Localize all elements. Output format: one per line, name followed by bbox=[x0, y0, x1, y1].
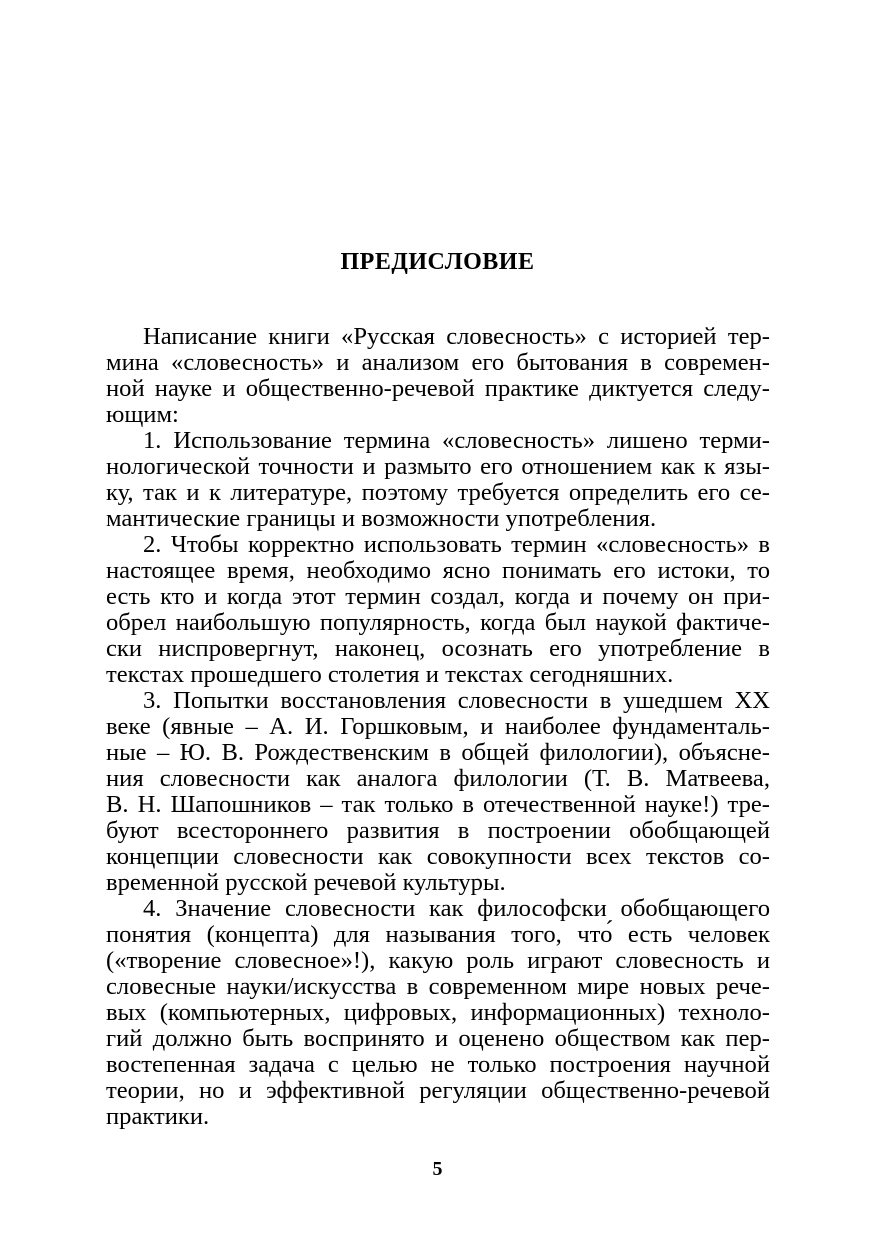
text-line: В. Н. Шапошников – так только в отечественной науке!) тре- bbox=[106, 791, 770, 818]
text-line: 3. Попытки восстановления словесности в ушедшем XX bbox=[143, 687, 770, 714]
text-line: веке (явные – А. И. Горшковым, и наиболее фундаменталь- bbox=[106, 713, 770, 740]
text-line: 4. Значение словесности как философски обобщающего bbox=[143, 895, 770, 922]
text-line: настоящее время, необходимо ясно понимать его истоки, то bbox=[106, 557, 770, 584]
text-line: мина «словесность» и анализом его бытования в современ- bbox=[106, 349, 770, 376]
paragraph-point-2 bbox=[106, 532, 770, 688]
text-line: 2. Чтобы корректно использовать термин «словесность» в bbox=[143, 531, 770, 558]
text-line: («творение словесное»!), какую роль играют словесность и bbox=[106, 947, 770, 974]
text-line: нологической точности и размыто его отношением как к язы- bbox=[106, 453, 770, 480]
paragraph-point-3 bbox=[106, 688, 770, 896]
text-line: концепции словесности как совокупности всех текстов со- bbox=[106, 843, 770, 870]
text-line: временной русской речевой культуры. bbox=[106, 869, 506, 896]
text-line: ные – Ю. В. Рождественским в общей филологии), объясне- bbox=[106, 739, 770, 766]
text-line: понятия (концепта) для называния того, что́ есть человек bbox=[106, 921, 770, 948]
text-line: ющим: bbox=[106, 401, 179, 428]
text-line: ски ниспровергнут, наконец, осознать его употребление в bbox=[106, 635, 770, 662]
text-line: практики. bbox=[106, 1103, 210, 1130]
text-line: текстах прошедшего столетия и текстах сегодняшних. bbox=[106, 661, 674, 688]
paragraph-intro bbox=[106, 324, 770, 428]
paragraph-point-1 bbox=[106, 428, 770, 532]
text-line: мантические границы и возможности употребления. bbox=[106, 505, 657, 532]
page-title: ПРЕДИСЛОВИЕ bbox=[340, 249, 535, 275]
text-line: словесные науки/искусства в современном мире новых рече- bbox=[106, 973, 770, 1000]
text-line: буют всестороннего развития в построении обобщающей bbox=[106, 817, 770, 844]
page-number: 5 bbox=[432, 1158, 443, 1180]
preface-body bbox=[106, 324, 770, 1130]
text-line: есть кто и когда этот термин создал, когда и почему он при- bbox=[106, 583, 770, 610]
text-line: обрел наибольшую популярность, когда был наукой фактиче- bbox=[106, 609, 770, 636]
text-line: Написание книги «Русская словесность» с историей тер- bbox=[143, 323, 770, 350]
text-line: гий должно быть воспринято и оценено обществом как пер- bbox=[106, 1025, 770, 1052]
text-line: вых (компьютерных, цифровых, информационных) техноло- bbox=[106, 999, 770, 1026]
text-line: ния словесности как аналога филологии (Т. В. Матвеева, bbox=[106, 765, 770, 792]
text-line: востепенная задача с целью не только построения научной bbox=[106, 1051, 770, 1078]
text-line: ку, так и к литературе, поэтому требуется определить его се- bbox=[106, 479, 770, 506]
text-line: ной науке и общественно-речевой практике диктуется следу- bbox=[106, 375, 770, 402]
text-line: теории, но и эффективной регуляции общественно-речевой bbox=[106, 1077, 770, 1104]
text-line: 1. Использование термина «словесность» лишено терми- bbox=[143, 427, 770, 454]
paragraph-point-4 bbox=[106, 896, 770, 1130]
